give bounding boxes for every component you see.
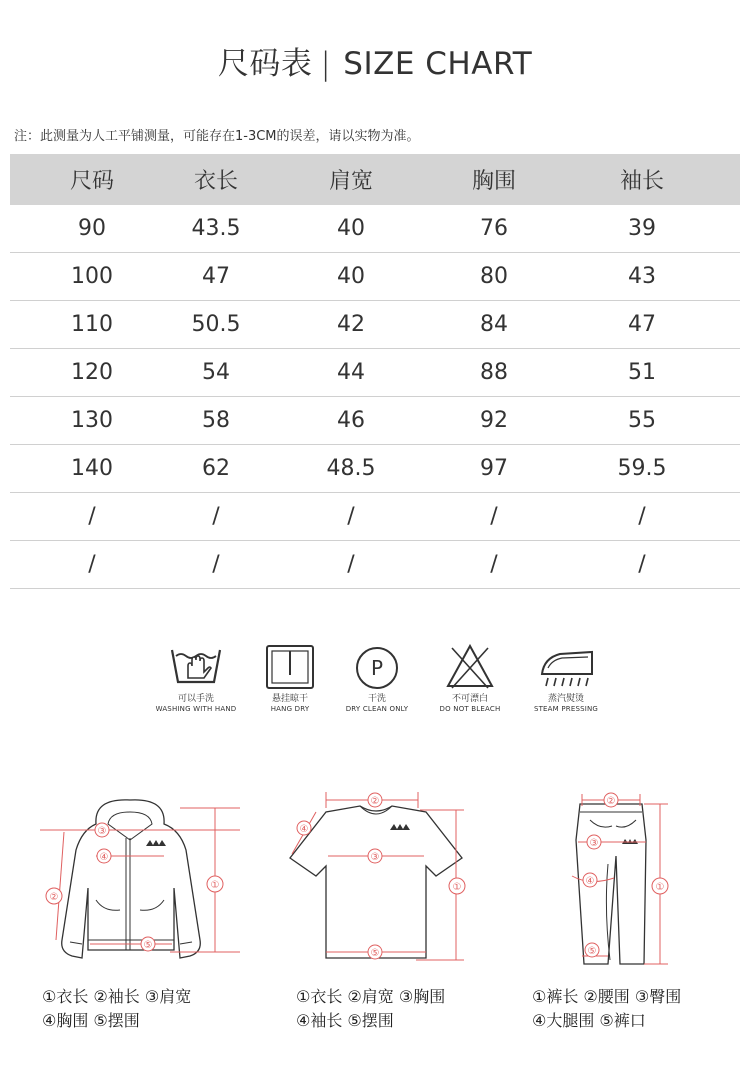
table-cell: 80 <box>444 253 544 301</box>
care-label-cn: 不可漂白 <box>451 694 488 704</box>
table-cell: 55 <box>544 397 740 445</box>
header-shoulder: 肩宽 <box>258 154 444 205</box>
table-cell: 58 <box>174 397 258 445</box>
table-cell: 47 <box>174 253 258 301</box>
table-cell: / <box>174 493 258 541</box>
page-title <box>0 38 750 83</box>
header-sleeve: 袖长 <box>544 154 740 205</box>
table-row <box>10 301 740 349</box>
jacket-legend-line1: ①衣长 ②袖长 ③肩宽 <box>42 987 192 1006</box>
hand-wash-icon <box>166 642 226 690</box>
header-size: 尺码 <box>10 154 174 205</box>
care-label-en: DO NOT BLEACH <box>439 705 501 713</box>
care-steam-iron <box>516 642 616 714</box>
table-cell: / <box>10 493 174 541</box>
table-cell: 46 <box>258 397 444 445</box>
pants-diagram <box>560 780 690 980</box>
table-cell: / <box>544 493 740 541</box>
marker-2: ② <box>49 892 59 903</box>
care-label-en: STEAM PRESSING <box>533 705 599 713</box>
measurement-note: 注：此测量为人工平铺测量，可能存在1-3CM的误差，请以实物为准。 <box>14 129 420 144</box>
care-label-en: HANG DRY <box>270 705 310 713</box>
title-separator: | <box>320 46 332 82</box>
table-cell: / <box>258 493 444 541</box>
marker-5: ⑤ <box>370 948 380 959</box>
table-cell: 39 <box>544 205 740 253</box>
marker-5: ⑤ <box>143 940 153 951</box>
title-cn: 尺码表 <box>217 46 313 82</box>
table-cell: 120 <box>10 349 174 397</box>
marker-1: ① <box>210 880 220 891</box>
table-cell: 140 <box>10 445 174 493</box>
table-cell: 100 <box>10 253 174 301</box>
table-row <box>10 397 740 445</box>
tshirt-legend <box>296 985 445 1033</box>
marker-3: ③ <box>97 826 107 837</box>
pants-legend-line1: ①裤长 ②腰围 ③臀围 <box>532 987 682 1006</box>
marker-4: ④ <box>99 852 109 863</box>
pants-legend <box>532 985 681 1033</box>
marker-2: ② <box>606 796 616 807</box>
table-cell: 42 <box>258 301 444 349</box>
title-en: SIZE CHART <box>343 46 533 82</box>
tshirt-diagram <box>286 780 476 980</box>
table-row <box>10 493 740 541</box>
table-cell: / <box>444 541 544 589</box>
table-cell: 43.5 <box>174 205 258 253</box>
tshirt-legend-line2: ④袖长 ⑤摆围 <box>296 1011 394 1030</box>
table-cell: 48.5 <box>258 445 444 493</box>
hang-dry-icon <box>260 642 320 690</box>
marker-4: ④ <box>585 876 595 887</box>
table-cell: 43 <box>544 253 740 301</box>
table-cell: / <box>444 493 544 541</box>
table-cell: 97 <box>444 445 544 493</box>
care-label-en: WASHING WITH HAND <box>155 705 237 713</box>
table-row <box>10 349 740 397</box>
table-cell: 62 <box>174 445 258 493</box>
marker-1: ① <box>452 882 462 893</box>
table-cell: 92 <box>444 397 544 445</box>
table-cell: 90 <box>10 205 174 253</box>
table-cell: 51 <box>544 349 740 397</box>
marker-3: ③ <box>370 852 380 863</box>
pants-legend-line2: ④大腿围 ⑤裤口 <box>532 1011 646 1030</box>
table-row <box>10 541 740 589</box>
care-hang-dry <box>240 642 340 714</box>
table-cell: 47 <box>544 301 740 349</box>
table-cell: 50.5 <box>174 301 258 349</box>
table-cell: / <box>174 541 258 589</box>
tshirt-legend-line1: ①衣长 ②肩宽 ③胸围 <box>296 987 446 1006</box>
care-label-cn: 蒸汽熨烫 <box>547 694 584 704</box>
steam-iron-icon <box>534 642 598 690</box>
marker-3: ③ <box>589 838 599 849</box>
marker-4: ④ <box>299 824 309 835</box>
table-row <box>10 253 740 301</box>
marker-5: ⑤ <box>587 946 597 957</box>
dry-clean-symbol: P <box>370 656 384 680</box>
marker-1: ① <box>655 882 665 893</box>
table-cell: 88 <box>444 349 544 397</box>
care-hand-wash <box>146 642 246 714</box>
header-length: 衣长 <box>174 154 258 205</box>
care-label-cn: 干洗 <box>367 694 386 704</box>
marker-2: ② <box>370 796 380 807</box>
table-row <box>10 205 740 253</box>
table-cell: / <box>10 541 174 589</box>
table-cell: / <box>258 541 444 589</box>
table-cell: 76 <box>444 205 544 253</box>
care-no-bleach <box>420 642 520 714</box>
dry-clean-icon <box>347 642 407 690</box>
table-cell: 110 <box>10 301 174 349</box>
header-chest: 胸围 <box>444 154 544 205</box>
jacket-diagram <box>30 780 250 980</box>
table-cell: / <box>544 541 740 589</box>
care-label-cn: 可以手洗 <box>177 694 214 704</box>
table-cell: 40 <box>258 253 444 301</box>
care-dry-clean <box>327 642 427 714</box>
table-cell: 44 <box>258 349 444 397</box>
table-cell: 84 <box>444 301 544 349</box>
table-row <box>10 445 740 493</box>
table-cell: 40 <box>258 205 444 253</box>
table-cell: 54 <box>174 349 258 397</box>
jacket-legend <box>42 985 191 1033</box>
no-bleach-icon <box>440 642 500 690</box>
jacket-legend-line2: ④胸围 ⑤摆围 <box>42 1011 140 1030</box>
table-cell: 130 <box>10 397 174 445</box>
size-table <box>10 154 740 589</box>
care-label-en: DRY CLEAN ONLY <box>345 705 409 713</box>
care-label-cn: 悬挂晾干 <box>271 694 308 704</box>
table-header-row <box>10 154 740 205</box>
table-cell: 59.5 <box>544 445 740 493</box>
